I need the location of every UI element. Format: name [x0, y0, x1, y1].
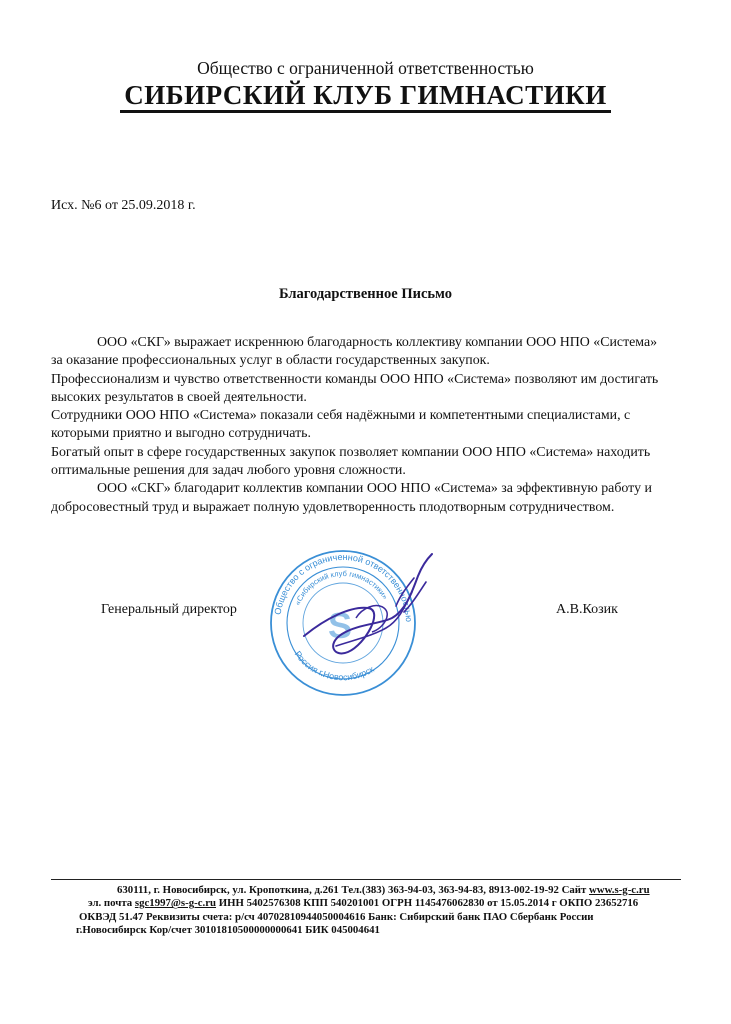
company-name-text: СИБИРСКИЙ КЛУБ ГИМНАСТИКИ	[120, 80, 611, 113]
footer-address: 630111, г. Новосибирск, ул. Кропоткина, д.261 Тел.(383) 363-94-03, 363-94-83, 8913-002-19-92 Сайт	[117, 884, 587, 896]
footer-email-link[interactable]: sgc1997@s-g-c.ru	[134, 897, 217, 910]
signatory-role: Генеральный директор	[101, 602, 237, 617]
footer-line-address	[0, 884, 731, 897]
footer-line-bank: ОКВЭД 51.47 Реквизиты счета: р/сч 40702810944050004616 Банк: Сибирский банк ПАО Сбербанк России	[79, 910, 594, 923]
company-legal-form: Общество с ограниченной ответственностью	[197, 58, 534, 78]
director-signature	[296, 548, 446, 698]
paragraph-5: ООО «СКГ» благодарит коллектив компании ООО НПО «Система» за эффективную работу и добросовестный труд и выражает полную удовлетворенность плодотворным сотрудничеством.	[51, 481, 652, 515]
letter-title: Благодарственное Письмо	[278, 286, 452, 302]
footer-line-corr: г.Новосибирск Кор/счет 30101810500000000641 БИК 045004641	[76, 923, 380, 936]
paragraph-2: Профессионализм и чувство ответственности команды ООО НПО «Система» позволяют им достигать высоких результатов в своей деятельности.	[51, 371, 659, 405]
letter-body	[51, 334, 671, 517]
stamp-inner-text: «Сибирский клуб гимнастики»	[292, 568, 390, 607]
company-name	[0, 80, 731, 111]
signatory-name: А.В.Козик	[556, 602, 618, 617]
stamp-outer-text: Общество с ограниченной ответственностью	[272, 551, 415, 623]
footer-site-link[interactable]: www.s-g-c.ru	[589, 884, 650, 896]
paragraph-3: Сотрудники ООО НПО «Система» показали себя надёжными и компетентными специалистами, с которыми приятно и выгодно сотрудничать.	[51, 408, 631, 442]
stamp-logo-mark: S	[328, 605, 353, 646]
footer-ids: ИНН 5402576308 КПП 540201001 ОГРН 1145476062830 от 15.05.2014 г ОКПО 23652716	[218, 897, 639, 910]
paragraph-1: ООО «СКГ» выражает искреннюю благодарность коллективу компании ООО НПО «Система» за оказание профессиональных услуг в области государственных закупок.	[51, 335, 658, 369]
stamp-city-text: Россия г.Новосибирск	[292, 649, 376, 683]
paragraph-4: Богатый опыт в сфере государственных закупок позволяет компании ООО НПО «Система» находить оптимальные решения для задач любого уровня сложности.	[51, 444, 651, 479]
footer-email-label: эл. почта	[88, 897, 133, 910]
footer-line-ids	[0, 897, 731, 910]
outgoing-reference: Исх. №6 от 25.09.2018 г.	[51, 198, 196, 213]
footer-requisites	[0, 884, 731, 937]
footer-divider	[51, 879, 681, 880]
